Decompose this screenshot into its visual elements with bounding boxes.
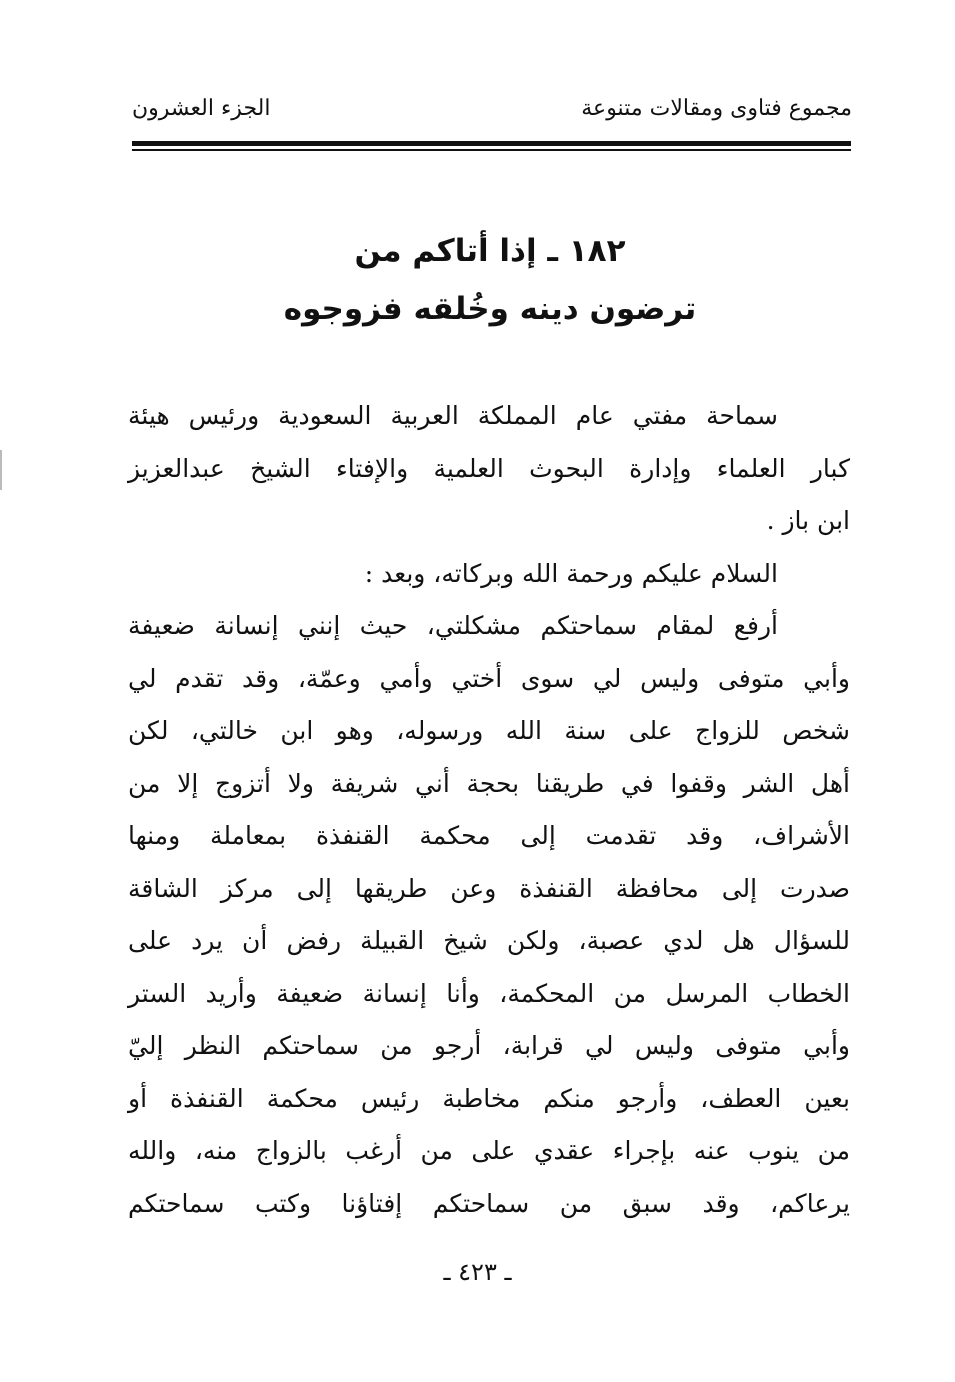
book-title: مجموع فتاوى ومقالات متنوعة [581,96,852,121]
header-rule-thin [132,149,851,151]
body-line: شخص للزواج على سنة الله ورسوله، وهو ابن خالتي، لكن [128,716,850,745]
body-line: السلام عليكم ورحمة الله وبركاته، وبعد : [364,558,778,588]
body-line: للسؤال هل لدي عصبة، ولكن شيخ القبيلة رفض أن يرد على [128,926,850,955]
body-line: سماحة مفتي عام المملكة العربية السعودية ورئيس هيئة [128,401,778,430]
scan-edge-mark [0,450,2,490]
body-line: صدرت إلى محافظة القنفذة وعن طريقها إلى مركز الشاقة [128,873,850,903]
body-line: وأبي متوفى وليس لي قرابة، أرجو من سماحتكم النظر إليّ [128,1031,850,1060]
body-line: وأبي متوفى وليس لي سوى أختي وأمي وعمّة، وقد تقدم لي [128,663,850,693]
body-text [128,390,850,1230]
volume-label: الجزء العشرون [132,96,271,121]
body-line: يرعاكم، وقد سبق من سماحتكم إفتاؤنا وكتب سماحتكم [128,1188,850,1218]
body-line: بعين العطف، وأرجو منكم مخاطبة رئيس محكمة القنفذة أو [128,1083,850,1113]
body-line: الخطاب المرسل من المحكمة، وأنا إنسانة ضعيفة وأريد الستر [128,978,850,1008]
body-line: أهل الشر وقفوا في طريقنا بحجة أني شريفة ولا أتزوج إلا من [128,768,850,798]
body-line: من ينوب عنه بإجراء عقدي على من أرغب بالزواج منه، والله [128,1136,850,1165]
page-number: ـ ٤٢٣ ـ [443,1258,512,1286]
fatwa-title-line-2: ترضون دينه وخُلقه فزوجوه [283,291,697,327]
running-header [128,96,852,132]
body-line: ابن باز . [766,506,850,535]
fatwa-title [128,222,852,338]
body-line: كبار العلماء وإدارة البحوث العلمية والإفتاء الشيخ عبدالعزيز [128,453,850,483]
header-rule-thick [132,141,851,146]
body-line: الأشراف، وقد تقدمت إلى محكمة القنفذة بمعاملة ومنها [128,821,850,850]
body-line: أرفع لمقام سماحتكم مشكلتي، حيث إنني إنسانة ضعيفة [128,611,778,640]
fatwa-title-line-1: ١٨٢ ـ إذا أتاكم من [354,233,626,269]
